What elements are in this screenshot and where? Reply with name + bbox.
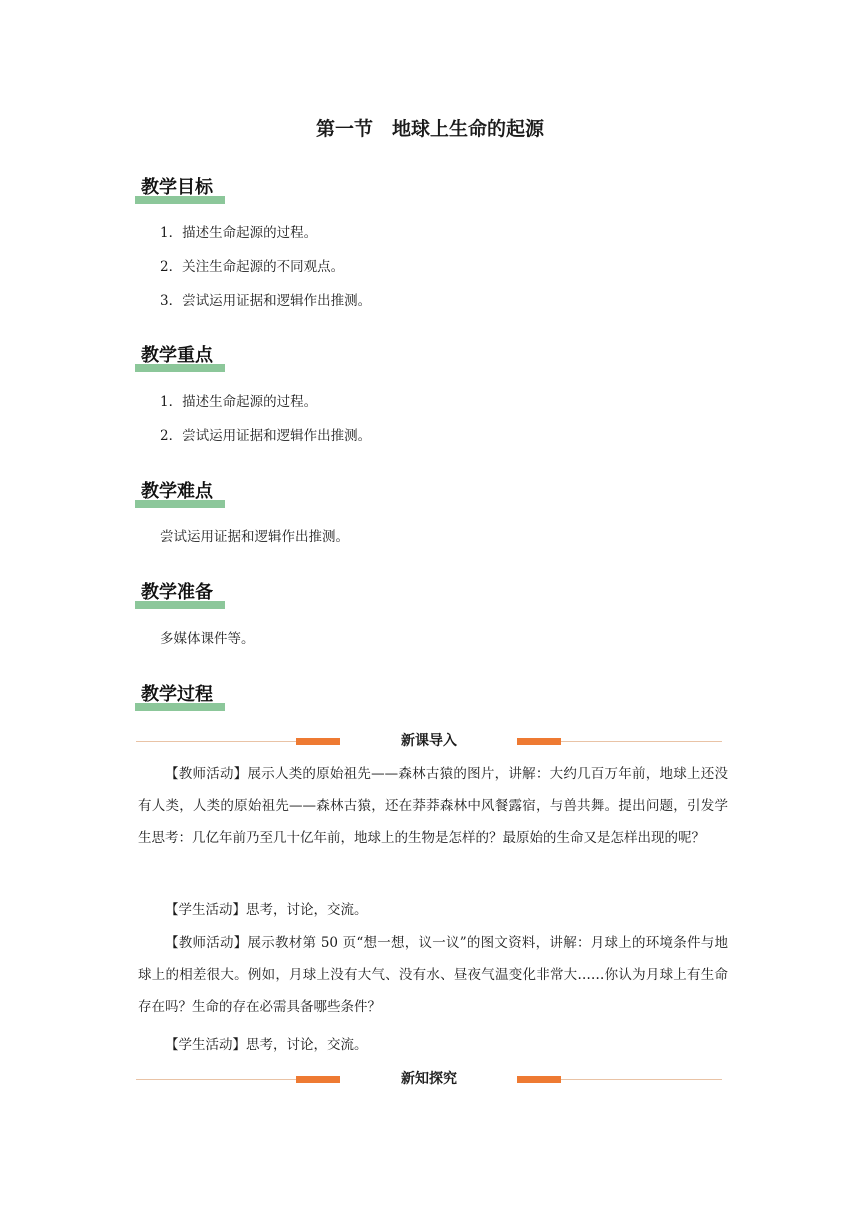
process-paragraph: 【学生活动】思考，讨论，交流。 (165, 1037, 368, 1053)
divider-bar (296, 1076, 340, 1083)
divider-rule (561, 1079, 722, 1080)
lesson-title: 第一节 地球上生命的起源 (315, 118, 544, 140)
section-divider-intro (136, 731, 722, 751)
divider-label: 新知探究 (401, 1071, 457, 1087)
process-paragraph: 【教师活动】展示人类的原始祖先——森林古猿的图片，讲解：大约几百万年前，地球上还没有人类，人类的原始祖先——森林古猿，还在莽莽森林中风餐露宿，与兽共舞。提出问题，引发学生思考：几亿年前乃至几十亿年前，地球上的生物是怎样的？最原始的生命又是怎样出现的呢？ (138, 766, 728, 846)
divider-rule (136, 1079, 296, 1080)
objective-item: 2．关注生命起源的不同观点。 (160, 259, 345, 275)
difficulty-text: 尝试运用证据和逻辑作出推测。 (160, 529, 349, 545)
process-paragraph: 【学生活动】思考，讨论，交流。 (165, 902, 368, 918)
objective-item: 3．尝试运用证据和逻辑作出推测。 (160, 293, 372, 309)
heading-text: 教学重点 (141, 345, 213, 366)
divider-bar (296, 738, 340, 745)
divider-rule (136, 741, 296, 742)
heading-key-points (134, 344, 213, 372)
divider-bar (517, 738, 561, 745)
heading-preparation (134, 581, 213, 609)
preparation-text: 多媒体课件等。 (160, 631, 255, 647)
heading-process (134, 683, 213, 711)
heading-difficulties (134, 480, 213, 508)
divider-rule (561, 741, 722, 742)
heading-text: 教学准备 (141, 582, 213, 603)
objective-item: 1．描述生命起源的过程。 (160, 225, 318, 241)
key-point-item: 1．描述生命起源的过程。 (160, 394, 318, 410)
heading-text: 教学过程 (141, 684, 213, 705)
divider-label: 新课导入 (401, 733, 457, 749)
key-point-item: 2．尝试运用证据和逻辑作出推测。 (160, 428, 372, 444)
process-paragraph: 【教师活动】展示教材第 50 页“想一想，议一议”的图文资料，讲解：月球上的环境条件与地球上的相差很大。例如，月球上没有大气、没有水、昼夜气温变化非常大……你认为月球上有生命存在吗？生命的存在必需具备哪些条件？ (138, 935, 728, 1015)
section-divider-explore (136, 1069, 722, 1089)
divider-bar (517, 1076, 561, 1083)
heading-text: 教学目标 (141, 177, 213, 198)
heading-text: 教学难点 (141, 481, 213, 502)
heading-objectives (134, 176, 213, 204)
